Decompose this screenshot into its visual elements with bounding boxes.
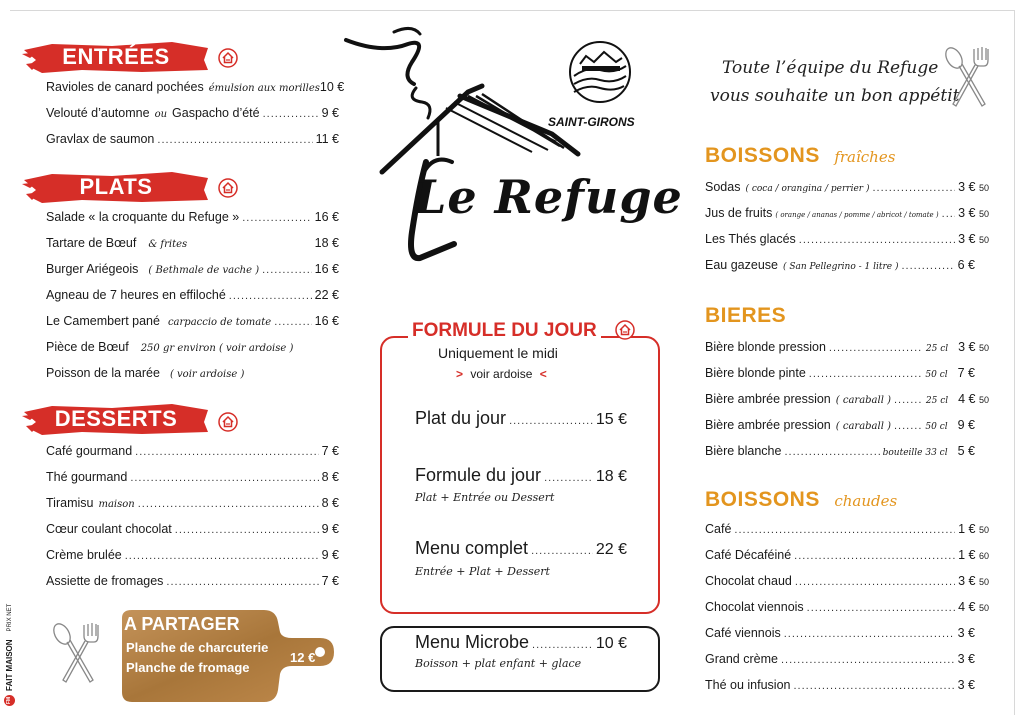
item-name: Café viennois — [705, 626, 781, 640]
item-price: 9 € — [321, 522, 339, 536]
item-name: Assiette de fromages — [46, 574, 164, 588]
partager-price: 12 € — [290, 650, 316, 665]
item-price: 10 € — [595, 635, 627, 652]
menu-item — [46, 574, 339, 594]
partager-title: A PARTAGER — [124, 614, 240, 634]
item-price: 15 € — [595, 411, 627, 428]
item-name: Crème brulée — [46, 548, 122, 562]
menu-item — [705, 444, 975, 464]
menu-item — [46, 210, 339, 230]
menu-item — [46, 548, 339, 568]
leader-dots — [799, 234, 955, 246]
item-note: ( voir ardoise ) — [169, 369, 245, 380]
chevron-left-icon: < — [539, 367, 547, 381]
item-name: Bière blanche — [705, 444, 782, 458]
plats-header — [22, 170, 210, 204]
leader-dots — [242, 212, 311, 224]
saint-girons-badge-label: SAINT-GIRONS — [548, 115, 635, 129]
item-note: émulsion aux morilles — [208, 83, 320, 94]
item-name: Café — [705, 522, 732, 536]
leader-dots — [263, 108, 319, 120]
menu-item — [46, 262, 339, 282]
leader-dots — [125, 550, 319, 562]
fait-maison-text: FAIT MAISON — [5, 639, 14, 691]
leader-dots — [784, 446, 879, 458]
formule-detail: Entrée + Plat + Dessert — [415, 565, 550, 578]
item-name: Jus de fruits — [705, 206, 773, 220]
leader-dots — [894, 420, 922, 432]
item-name: Bière ambrée pression — [705, 392, 831, 406]
fait-maison-side-label — [4, 604, 15, 706]
boissons-chaudes-header — [705, 488, 897, 512]
item-name: Chocolat viennois — [705, 600, 804, 614]
item-price: 3 € 50 — [958, 206, 989, 220]
menu-item — [46, 132, 339, 152]
plats-title: PLATS — [79, 174, 153, 199]
item-note: ( caraball ) — [835, 395, 891, 406]
item-price: 18 € — [595, 468, 627, 485]
menu-item — [46, 106, 339, 126]
item-price: 16 € — [314, 314, 339, 328]
logo-text: Le Refuge — [414, 170, 683, 224]
leader-dots — [130, 472, 318, 484]
logo-house-graphic — [342, 22, 662, 272]
menu-item — [46, 366, 339, 386]
desserts-title: DESSERTS — [54, 406, 178, 431]
menu-item — [705, 574, 989, 594]
item-name: Salade « la croquante du Refuge » — [46, 210, 240, 224]
leader-dots — [138, 498, 319, 510]
leader-dots — [274, 316, 311, 328]
item-price: 3 € — [957, 626, 975, 640]
voir-ardoise-text: voir ardoise — [470, 367, 533, 381]
item-name: Thé gourmand — [46, 470, 128, 484]
leader-dots — [794, 550, 955, 562]
menu-item — [46, 522, 339, 542]
leader-dots — [166, 576, 318, 588]
leader-dots — [894, 394, 923, 406]
item-name: Cœur coulant chocolat — [46, 522, 172, 536]
item-volume: 50 cl — [925, 422, 948, 432]
menu-item — [705, 258, 975, 278]
side-badge: FM — [4, 695, 15, 706]
menu-item — [46, 340, 339, 360]
item-note: ( Bethmale de vache ) — [148, 265, 260, 276]
item-name: Poisson de la marée — [46, 366, 160, 380]
item-price: 9 € — [321, 548, 339, 562]
welcome-line-2: vous souhaite un bon appétit — [710, 86, 960, 106]
prix-net-text: PRIX NET — [6, 603, 13, 632]
item-volume: 25 cl — [925, 344, 949, 354]
leader-dots — [531, 545, 593, 557]
menu-item — [46, 288, 339, 308]
item-price: 8 € — [321, 470, 339, 484]
item-price: 11 € — [315, 132, 339, 146]
item-name: Grand crème — [705, 652, 778, 666]
item-name-alt: Gaspacho d’été — [172, 106, 260, 120]
bieres-header: BIERES — [705, 304, 787, 327]
menu-item — [705, 392, 989, 412]
item-price: 7 € — [957, 366, 975, 380]
formule-subtitle: Uniquement le midi — [438, 345, 558, 361]
item-note: ( orange / ananas / pomme / abricot / tomate ) — [775, 211, 939, 219]
leader-dots — [262, 264, 312, 276]
item-name: Formule du jour — [415, 465, 542, 485]
item-note: ( caraball ) — [835, 421, 891, 432]
formule-title: FORMULE DU JOUR — [408, 320, 601, 342]
cutlery-icon — [940, 44, 994, 110]
item-or: ou — [154, 109, 168, 120]
partager-line-1: Planche de charcuterie — [126, 640, 269, 655]
item-price: 8 € — [321, 496, 339, 510]
item-price: 22 € — [595, 541, 627, 558]
item-price: 4 € 50 — [958, 600, 989, 614]
fait-maison-icon — [218, 178, 238, 198]
entrees-title: ENTRÉES — [62, 44, 170, 69]
item-note: ( coca / orangina / perrier ) — [745, 184, 870, 194]
leader-dots — [544, 472, 593, 484]
leader-dots — [784, 628, 955, 640]
leader-dots — [229, 290, 312, 302]
item-name: Sodas — [705, 180, 741, 194]
menu-item — [705, 522, 989, 542]
item-name: Le Camembert pané — [46, 314, 160, 328]
section-subtitle: fraîches — [834, 148, 896, 166]
leader-dots — [872, 182, 955, 194]
menu-item — [705, 678, 975, 698]
item-note: & frites — [148, 239, 188, 250]
item-name: Agneau de 7 heures en effiloché — [46, 288, 226, 302]
menu-item — [705, 418, 975, 438]
fait-maison-icon — [218, 48, 238, 68]
menu-item — [705, 626, 975, 646]
desserts-header — [22, 402, 210, 436]
boissons-fraiches-header — [705, 144, 895, 168]
leader-dots — [829, 342, 923, 354]
item-price: 3 € 50 — [958, 180, 989, 194]
leader-dots — [942, 208, 955, 220]
item-price: 16 € — [314, 210, 339, 224]
item-price: 7 € — [321, 444, 339, 458]
microbe-item — [415, 632, 627, 656]
menu-item — [46, 470, 339, 490]
leader-dots — [781, 654, 955, 666]
item-name: Bière blonde pression — [705, 340, 826, 354]
menu-item — [46, 80, 345, 100]
item-note: maison — [98, 499, 135, 510]
item-name: Les Thés glacés — [705, 232, 796, 246]
menu-item — [46, 236, 339, 256]
item-name: Pièce de Bœuf — [46, 340, 129, 354]
item-name: Menu complet — [415, 538, 529, 558]
item-name: Eau gazeuse — [705, 258, 778, 272]
welcome-line-1: Toute l’équipe du Refuge — [722, 58, 939, 78]
menu-item — [46, 444, 339, 464]
chevron-right-icon: > — [456, 367, 464, 381]
menu-item — [705, 206, 989, 226]
item-name: Tiramisu — [46, 496, 94, 510]
item-name: Thé ou infusion — [705, 678, 791, 692]
item-name: Ravioles de canard pochées — [46, 80, 204, 94]
menu-item — [705, 366, 975, 386]
leader-dots — [795, 576, 955, 588]
formule-detail: Plat + Entrée ou Dessert — [415, 491, 555, 504]
section-title: BOISSONS — [705, 488, 820, 511]
item-price: 3 € 50 — [958, 574, 989, 588]
menu-item — [705, 600, 989, 620]
item-price: 5 € — [957, 444, 975, 458]
item-price: 4 € 50 — [958, 392, 989, 406]
item-name: Menu Microbe — [415, 632, 530, 652]
item-price: 9 € — [957, 418, 975, 432]
item-price: 1 € 60 — [958, 548, 989, 562]
item-name: Velouté d’automne — [46, 106, 150, 120]
item-price: 6 € — [957, 258, 975, 272]
leader-dots — [509, 415, 593, 427]
item-note: ( San Pellegrino - 1 litre ) — [782, 262, 899, 272]
cutlery-icon — [48, 620, 104, 686]
item-volume: 50 cl — [925, 370, 948, 380]
item-price: 7 € — [321, 574, 339, 588]
leader-dots — [793, 680, 954, 692]
item-price: 3 € — [957, 652, 975, 666]
item-price: 3 € — [957, 678, 975, 692]
leader-dots — [175, 524, 319, 536]
leader-dots — [809, 368, 923, 380]
item-price: 3 € 50 — [958, 232, 989, 246]
leader-dots — [734, 524, 955, 536]
voir-ardoise — [456, 367, 547, 381]
menu-item — [46, 496, 339, 516]
item-note: carpaccio de tomate — [167, 317, 272, 328]
menu-item — [46, 314, 339, 334]
formule-item — [415, 408, 627, 432]
fait-maison-icon — [615, 320, 635, 340]
item-name: Tartare de Bœuf — [46, 236, 137, 250]
item-name: Bière blonde pinte — [705, 366, 806, 380]
section-title: BOISSONS — [705, 144, 820, 167]
item-name: Plat du jour — [415, 408, 507, 428]
leader-dots — [135, 446, 318, 458]
formule-item — [415, 465, 627, 489]
item-price: 22 € — [314, 288, 339, 302]
item-volume: bouteille 33 cl — [882, 448, 948, 458]
section-subtitle: chaudes — [834, 492, 898, 510]
menu-item — [705, 180, 989, 200]
menu-item — [705, 548, 989, 568]
leader-dots — [807, 602, 955, 614]
item-name: Café Décaféiné — [705, 548, 792, 562]
menu-item — [705, 652, 975, 672]
menu-item — [705, 232, 989, 252]
partager-line-2: Planche de fromage — [126, 660, 250, 675]
item-name: Chocolat chaud — [705, 574, 792, 588]
leader-dots — [532, 639, 593, 651]
fait-maison-icon — [218, 412, 238, 432]
menu-item — [705, 340, 989, 360]
entrees-header — [22, 40, 210, 74]
item-name: Burger Ariégeois — [46, 262, 139, 276]
item-price: 1 € 50 — [958, 522, 989, 536]
formule-item — [415, 538, 627, 562]
item-name: Gravlax de saumon — [46, 132, 155, 146]
item-note: 250 gr environ ( voir ardoise ) — [140, 343, 294, 354]
item-name: Café gourmand — [46, 444, 133, 458]
microbe-detail: Boisson + plat enfant + glace — [415, 657, 582, 670]
item-price: 3 € 50 — [958, 340, 989, 354]
leader-dots — [902, 260, 955, 272]
item-price: 16 € — [314, 262, 339, 276]
item-price: 9 € — [321, 106, 339, 120]
item-volume: 25 cl — [925, 396, 949, 406]
item-price: 18 € — [314, 236, 339, 250]
leader-dots — [157, 134, 312, 146]
item-price: 10 € — [319, 80, 345, 94]
item-name: Bière ambrée pression — [705, 418, 831, 432]
